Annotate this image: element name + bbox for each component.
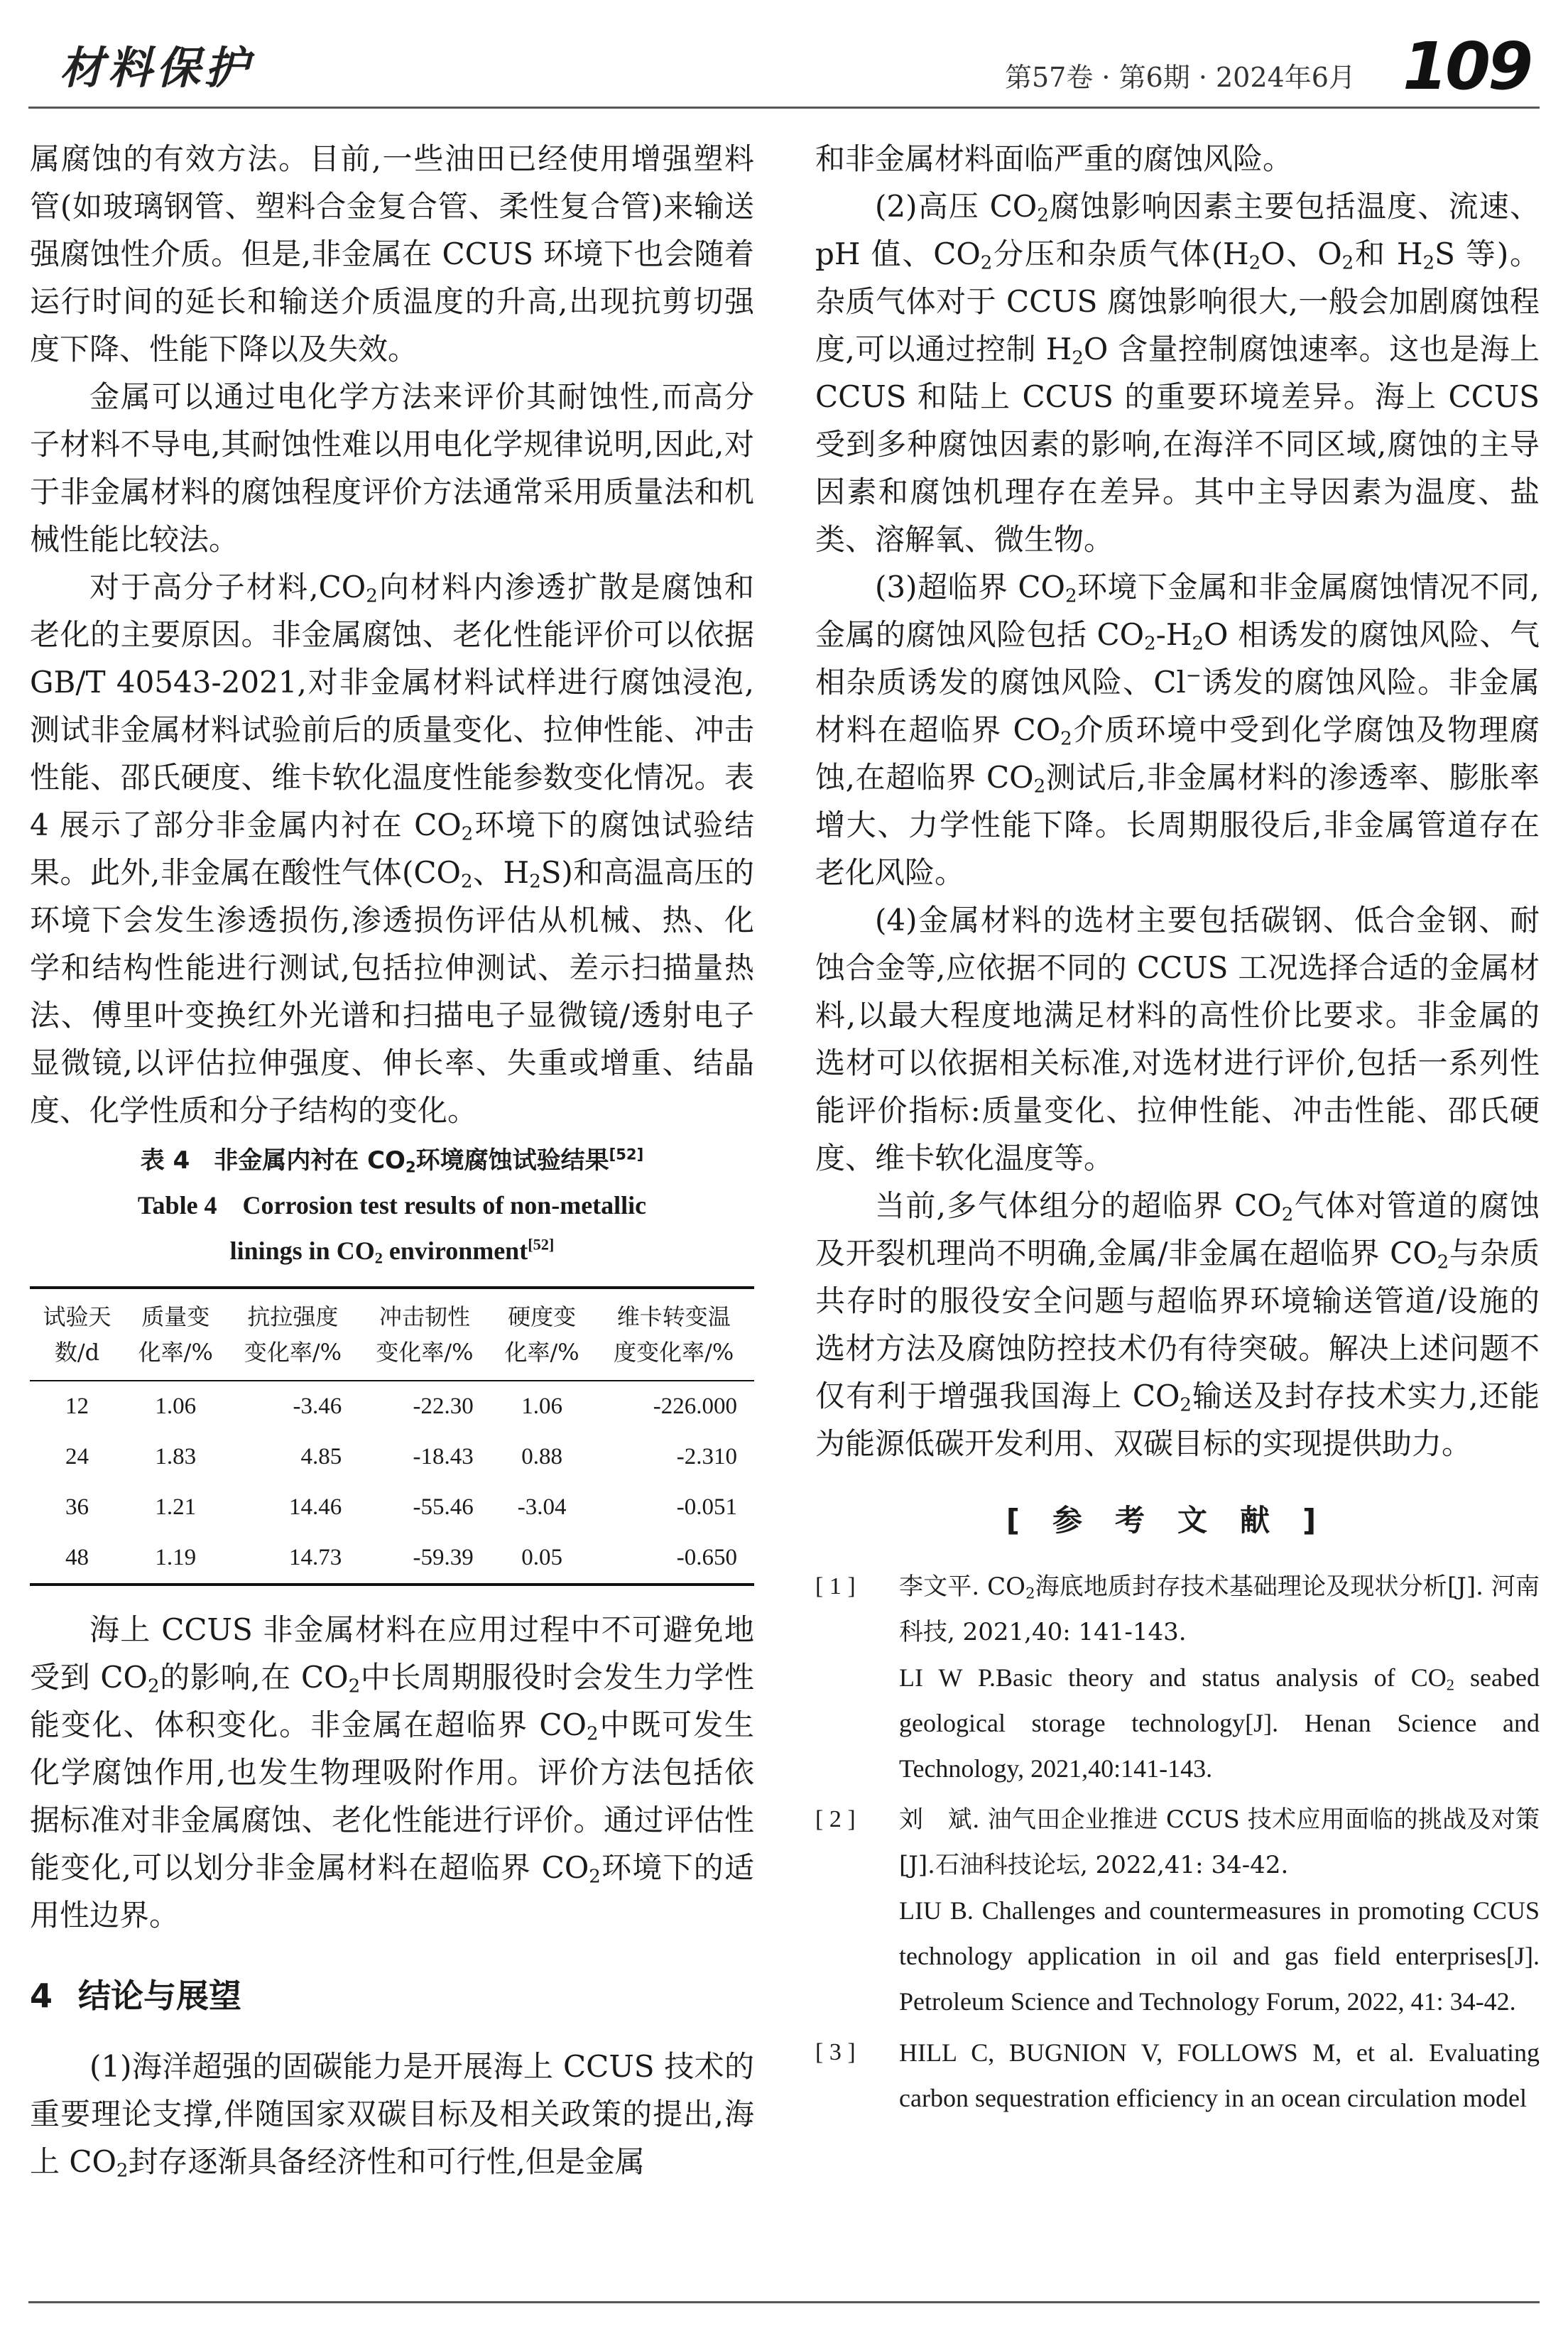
- table-cell: 1.19: [124, 1533, 227, 1585]
- page-number: 109: [1403, 28, 1531, 104]
- table-cell: 1.06: [155, 1393, 197, 1419]
- table-header-cell: 质量变 化率/%: [124, 1288, 227, 1381]
- table-cell: -3.04: [517, 1494, 567, 1520]
- reference-item: [ 3 ] HILL C, BUGNION V, FOLLOWS M, et al. Evaluating carbon sequestration efficiency in an ocean circulation model: [815, 2030, 1540, 2121]
- table-cell: 1.21: [155, 1494, 197, 1520]
- table-header-cell: 硬度变 化率/%: [491, 1288, 594, 1381]
- table-cell: -22.30: [413, 1393, 474, 1419]
- paragraph: 金属可以通过电化学方法来评价其耐蚀性,而高分子材料不导电,其耐蚀性难以用电化学规律说明,因此,对于非金属材料的腐蚀程度评价方法通常采用质量法和机械性能比较法。: [30, 379, 754, 557]
- reference-number: [ 2 ]: [815, 1806, 856, 1832]
- reference-number: [ 1 ]: [815, 1573, 856, 1599]
- table-cell: 1.06: [521, 1393, 562, 1419]
- paragraph: (3)超临界 $CO_2$环境下金属和非金属腐蚀情况不同,金属的腐蚀风险包括 $CO_2-H_2O$ 相诱发的腐蚀风险、气相杂质诱发的腐蚀风险、Cl−诱发的腐蚀风险。非金属材料在超临界 $CO_2$介质环境中受到化学腐蚀及物理腐蚀,在超临界 $CO_2$测试后,非金属材料的渗透率、膨胀率增大、力学性能下降。长周期服役后,非金属管道存在老化风险。: [815, 570, 1540, 890]
- table-header-row: [30, 1288, 754, 1381]
- table-cell: 4.85: [300, 1444, 342, 1469]
- paragraph: 对于高分子材料$,CO_2$向材料内渗透扩散是腐蚀和老化的主要原因。非金属腐蚀、老化性能评价可以依据 GB/T 40543-2021,对非金属材料试样进行腐蚀浸泡,测试非金属材料试验前后的质量变化、拉伸性能、冲击性能、邵氏硬度、维卡软化温度性能参数变化情况。表 4 展示了部分非金属内衬在 $CO_2$环境下的腐蚀试验结果。此外,非金属在酸性气体($CO_2$、$H_2S$)和高温高压的环境下会发生渗透损伤,渗透损伤评估从机械、热、化学和结构性能进行测试,包括拉伸测试、差示扫描量热法、傅里叶变换红外光谱和扫描电子显微镜/透射电子显微镜,以评估拉伸强度、伸长率、失重或增重、结晶度、化学性质和分子结构的变化。: [30, 570, 754, 1128]
- table-cell: -59.39: [359, 1533, 491, 1585]
- paragraph: 和非金属材料面临严重的腐蚀风险。: [815, 141, 1293, 176]
- reference-number: [ 3 ]: [815, 2039, 856, 2065]
- table-header-cell: 试验天 数/d: [30, 1288, 124, 1381]
- table-cell: 12: [65, 1393, 89, 1419]
- table-cell: 48: [30, 1533, 124, 1585]
- table-row: [30, 1482, 754, 1533]
- table-cell: 36: [65, 1494, 89, 1520]
- paragraph: (1)海洋超强的固碳能力是开展海上 CCUS 技术的重要理论支撑,伴随国家双碳目标及相关政策的提出,海上 $CO_2$封存逐渐具备经济性和可行性,但是金属: [30, 2049, 754, 2182]
- table-caption-en: Table 4 Corrosion test results of non-metallic linings in $CO_2$ environment[52]: [137, 1191, 647, 1267]
- table-body: [30, 1381, 754, 1585]
- table-cell: 1.83: [155, 1444, 197, 1469]
- table-cell: -0.650: [593, 1533, 754, 1585]
- table-cell: 14.46: [288, 1494, 342, 1520]
- table-row: [30, 1533, 754, 1585]
- paragraph: 海上 CCUS 非金属材料在应用过程中不可避免地受到 $CO_2$的影响,在 $CO_2$中长周期服役时会发生力学性能变化、体积变化。非金属在超临界 $CO_2$中既可发生化学腐蚀作用,也发生物理吸附作用。评价方法包括依据标准对非金属腐蚀、老化性能进行评价。通过评估性能变化,可以划分非金属材料在超临界 $CO_2$环境下的适用性边界。: [30, 1612, 754, 1933]
- table-header-cell: 冲击韧性 变化率/%: [359, 1288, 491, 1381]
- footer-rule: [28, 2301, 1540, 2303]
- left-column: [30, 135, 754, 2185]
- table-cell: -2.310: [676, 1444, 737, 1469]
- table-row: [30, 1381, 754, 1432]
- table-cell: 14.73: [227, 1533, 359, 1585]
- table-row: [30, 1432, 754, 1482]
- table-header-cell: 维卡转变温 度变化率/%: [593, 1288, 754, 1381]
- section-heading: 4 结论与展望: [30, 1977, 242, 2015]
- issue-info: 第57卷 · 第6期 · 2024年6月: [1005, 62, 1356, 93]
- corrosion-table: [30, 1286, 754, 1586]
- page-header: [0, 0, 1568, 107]
- table-cell: 0.05: [491, 1533, 594, 1585]
- table-cell: 24: [65, 1444, 89, 1469]
- table-caption-cn: 表 4 非金属内衬在 $CO_2$环境腐蚀试验结果[52]: [140, 1145, 644, 1176]
- header-rule: [28, 107, 1540, 109]
- paragraph: 当前,多气体组分的超临界 $CO_2$气体对管道的腐蚀及开裂机理尚不明确,金属/非金属在超临界 $CO_2$与杂质共存时的服役安全问题与超临界环境输送管道/设施的选材方法及腐蚀防控技术仍有待突破。解决上述问题不仅有利于增强我国海上 $CO_2$输送及封存技术实力,还能为能源低碳开发利用、双碳目标的实现提供助力。: [815, 1188, 1540, 1461]
- reference-item: [ 2 ] 刘 斌. 油气田企业推进 CCUS 技术应用面临的挑战及对策[J].石油科技论坛, 2022,41: 34-42. LIU B. Challenges and countermeasures in promoting CCUS technology application in oil and gas field enterprises[J]. Petroleum Science and Technology Forum, 2022, 41: 34-42.: [815, 1797, 1540, 2024]
- paragraph: (2)高压 $CO_2$腐蚀影响因素主要包括温度、流速、pH 值、$CO_2$分压和杂质气体($H_2O$、$O_2$和 $H_2S$ 等)。杂质气体对于 CCUS 腐蚀影响很大,一般会加剧腐蚀程度,可以通过控制 $H_2O$ 含量控制腐蚀速率。这也是海上 CCUS 和陆上 CCUS 的重要环境差异。海上 CCUS 受到多种腐蚀因素的影响,在海洋不同区域,腐蚀的主导因素和腐蚀机理存在差异。其中主导因素为温度、盐类、溶解氧、微生物。: [815, 189, 1540, 557]
- table-header-cell: 抗拉强度 变化率/%: [227, 1288, 359, 1381]
- table-cell: -18.43: [413, 1444, 474, 1469]
- paragraph: (4)金属材料的选材主要包括碳钢、低合金钢、耐蚀合金等,应依据不同的 CCUS 工况选择合适的金属材料,以最大程度地满足材料的高性价比要求。非金属的选材可以依据相关标准,对选材进行评价,包括一系列性能评价指标:质量变化、拉伸性能、冲击性能、邵氏硬度、维卡软化温度等。: [815, 903, 1540, 1175]
- table-cell: -0.051: [676, 1494, 737, 1520]
- table-cell: -3.46: [293, 1393, 342, 1419]
- table-cell: -226.000: [653, 1393, 737, 1419]
- journal-logo: 材料保护: [60, 42, 254, 94]
- references-heading: [参考文献]: [1006, 1503, 1349, 1538]
- table-cell: 0.88: [521, 1444, 562, 1469]
- reference-item: [ 1 ] 李文平. $CO_2$海底地质封存技术基础理论及现状分析[J]. 河南科技, 2021,40: 141-143. LI W P.Basic theory and status analysis of $CO_2$ seabed geological storage technology[J]. Henan Science and Technology, 2021,40:141-143.: [815, 1564, 1540, 1791]
- table-cell: -55.46: [413, 1494, 474, 1520]
- paragraph: 属腐蚀的有效方法。目前,一些油田已经使用增强塑料管(如玻璃钢管、塑料合金复合管、柔性复合管)来输送强腐蚀性介质。但是,非金属在 CCUS 环境下也会随着运行时间的延长和输送介质温度的升高,出现抗剪切强度下降、性能下降以及失效。: [30, 141, 754, 366]
- right-column: [815, 135, 1540, 2126]
